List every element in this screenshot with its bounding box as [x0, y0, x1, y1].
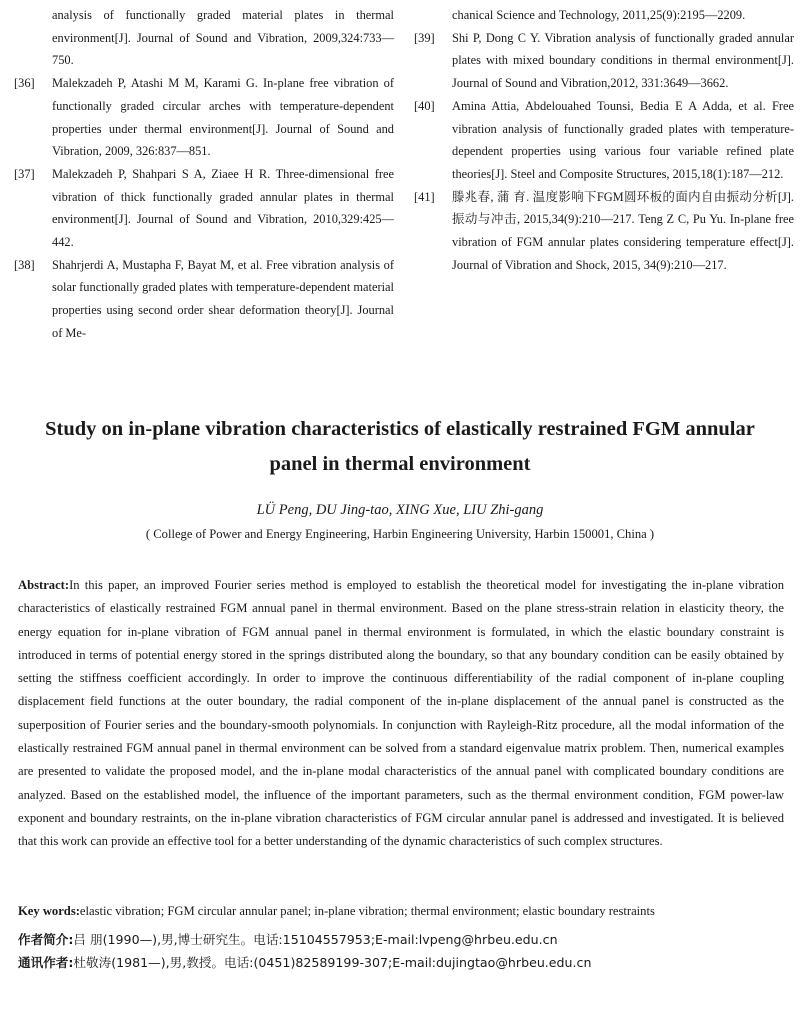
corresponding-author-text: 杜敬涛(1981—),男,教授。电话:(0451)82589199-307;E-mail:dujingtao@hrbeu.edu.cn — [73, 955, 592, 970]
reference-number: [37] — [14, 166, 35, 181]
reference-entry-38 — [14, 254, 394, 345]
reference-entry-continued — [14, 4, 394, 72]
reference-entry-39 — [414, 27, 794, 95]
reference-number: [39] — [414, 30, 435, 45]
affiliation: ( College of Power and Energy Engineering, Harbin Engineering University, Harbin 150001, China ) — [145, 527, 655, 541]
reference-text: analysis of functionally graded material plates in thermal environment[J]. Journal of Sound and Vibration, 2009,324:733—750. — [52, 8, 394, 68]
reference-number: [41] — [414, 189, 435, 204]
keywords-text: elastic vibration; FGM circular annular panel; in-plane vibration; thermal environment; elastic boundary restraints — [79, 904, 655, 918]
keywords-label: Key words: — [18, 904, 80, 918]
reference-column-right — [414, 4, 794, 276]
reference-number: [38] — [14, 257, 35, 272]
corresponding-author-label: 通讯作者: — [18, 955, 74, 970]
author-bio-text: 吕 朋(1990—),男,博士研究生。电话:15104557953;E-mail:lvpeng@hrbeu.edu.cn — [73, 932, 558, 947]
reference-text: Malekzadeh P, Atashi M M, Karami G. In-plane free vibration of functionally graded circular arches with temperature-dependent properties under thermal environment[J]. Journal of Sound and Vibration, 2009, 326:837—851. — [52, 76, 394, 159]
reference-entry-continued — [414, 4, 794, 27]
keywords — [18, 900, 784, 922]
article-title: Study on in-plane vibration characteristics of elastically restrained FGM annular panel in thermal environment — [45, 418, 755, 475]
corresponding-author — [18, 952, 784, 974]
reference-entry-40 — [414, 95, 794, 186]
reference-list — [0, 4, 800, 379]
author-bio — [18, 929, 784, 951]
abstract-text: In this paper, an improved Fourier series method is employed to establish the theoretical model for investigating the in-plane vibration characteristics of elastically restrained FGM annual panel in thermal environment. Based on the plane stress-strain relation in elasticity theory, the energy equation for in-plane vibration of FGM annual panel in thermal environment is formulated, in which the elastic boundary constraint is introduced in terms of potential energy stored in the springs distributed along the boundary, so that any boundary condition can be easily obtained by setting the stiffness coefficient accordingly. In order to improve the continuous differentiability of the radial component of in-plane coupling displacement field functions at the outer boundary, the radial component of the in-plane displacement of the annual panel is constructed as the superposition of Fourier series and the boundary-smooth polynomials. In conjunction with Rayleigh-Ritz procedure, all the modal information of the elastically restrained FGM annual panel in thermal environment can be solved from a standard eigenvalue matrix problem. Then, numerical examples are presented to validate the proposed model, and the in-plane modal characteristics of the annual panel with complicated boundary conditions are analyzed. Based on the established model, the influence of the important parameters, such as the thermal environment condition, FGM power-law exponent and boundary restraints, on the in-plane vibration characteristics of FGM circular annular panel is addressed and investigated. It is believed that this work can provide an effective tool for a better understanding of the dynamic characteristics of such complex structures. — [18, 578, 784, 849]
reference-text: 滕兆春, 蒲 育. 温度影响下FGM圆环板的面内自由振动分析[J].振动与冲击, 2015,34(9):210—217. Teng Z C, Pu Yu. In-plane free vibration of FGM annular plates considering temperature effect[J]. Journal of Vibration and Shock, 2015, 34(9):210—217. — [452, 189, 794, 272]
reference-text: chanical Science and Technology, 2011,25(9):2195—2209. — [452, 8, 746, 22]
reference-text: Amina Attia, Abdelouahed Tounsi, Bedia E A Adda, et al. Free vibration analysis of functionally graded plates with temperature-dependent properties using various four variable refined plate theories[J]. Steel and Composite Structures, 2015,18(1):187—212. — [452, 98, 794, 181]
abstract — [18, 574, 784, 854]
reference-number: [36] — [14, 76, 35, 91]
reference-entry-36 — [14, 72, 394, 163]
reference-text: Shahrjerdi A, Mustapha F, Bayat M, et al. Free vibration analysis of solar functionally graded plates with temperature-dependent material properties using second order shear deformation theory[J]. Journal of Me- — [52, 257, 394, 340]
reference-text: Shi P, Dong C Y. Vibration analysis of functionally graded annular plates with mixed boundary conditions in thermal environment[J]. Journal of Sound and Vibration,2012, 331:3649—3662. — [452, 30, 794, 91]
reference-text: Malekzadeh P, Shahpari S A, Ziaee H R. Three-dimensional free vibration of thick functionally graded annular plates in thermal environment[J]. Journal of Sound and Vibration, 2010,329:425—442. — [52, 166, 394, 250]
reference-entry-41 — [414, 186, 794, 277]
reference-number: [40] — [414, 98, 435, 113]
abstract-label: Abstract: — [18, 578, 70, 592]
author-bio-label: 作者简介: — [18, 932, 74, 947]
reference-entry-37 — [14, 163, 394, 254]
author-list: LÜ Peng, DU Jing-tao, XING Xue, LIU Zhi-gang — [256, 502, 544, 518]
reference-column-left — [14, 4, 394, 345]
